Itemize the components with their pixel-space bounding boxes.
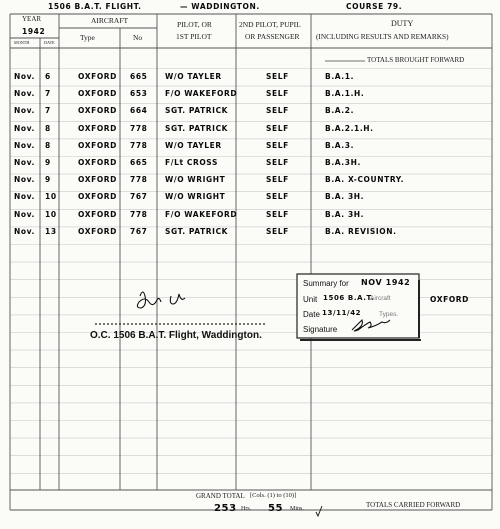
row-duty: B.A. REVISION. (325, 226, 397, 236)
row-month: Nov. (14, 226, 35, 236)
row-aircraft-no: 778 (130, 209, 148, 219)
date-label: Date (303, 310, 320, 319)
duty-subheader: (INCLUDING RESULTS AND REMARKS) (316, 32, 449, 41)
table-row (0, 72, 500, 86)
row-type: OXFORD (78, 192, 117, 202)
row-type: OXFORD (78, 89, 117, 99)
row-date: 8 (45, 123, 51, 133)
table-row (0, 141, 500, 155)
grand-total-cols: [Cols. (1) to (10)] (250, 492, 297, 499)
row-duty: B.A.2. (325, 106, 355, 116)
row-type: OXFORD (78, 123, 117, 133)
row-aircraft-no: 665 (130, 72, 148, 81)
row-duty: B.A.1. (325, 72, 355, 81)
row-type: OXFORD (78, 175, 117, 185)
row-month: Nov. (14, 72, 35, 81)
unit-value: 1506 B.A.T. (323, 294, 375, 302)
row-second-pilot: SELF (266, 140, 289, 150)
location-heading: — WADDINGTON. (180, 2, 260, 11)
row-second-pilot: SELF (266, 123, 289, 133)
row-pilot: F/O WAKEFORD (165, 89, 238, 99)
total-tick (316, 506, 322, 516)
month-header: MONTH (14, 40, 30, 45)
row-pilot: SGT. PATRICK (165, 106, 229, 116)
row-aircraft-no: 778 (130, 140, 148, 150)
row-aircraft-no: 767 (130, 226, 148, 236)
row-aircraft-no: 767 (130, 192, 148, 202)
row-aircraft-no: 665 (130, 158, 148, 167)
row-date: 13 (45, 226, 57, 236)
row-date: 10 (45, 192, 57, 202)
row-date: 10 (45, 209, 57, 219)
row-second-pilot: SELF (266, 226, 289, 236)
row-month: Nov. (14, 209, 35, 219)
row-date: 9 (45, 158, 51, 167)
date-header: DATE (44, 40, 55, 45)
pilot-header: PILOT, OR (177, 20, 212, 29)
aircraft-value: OXFORD (430, 295, 469, 304)
row-pilot: F/Lt CROSS (165, 158, 218, 167)
row-pilot: W/O TAYLER (165, 72, 222, 81)
signature-label: Signature (303, 325, 338, 334)
row-pilot: W/O WRIGHT (165, 175, 226, 185)
totals-carried-forward: TOTALS CARRIED FORWARD (366, 501, 461, 509)
row-date: 7 (45, 106, 51, 116)
aircraft-label: Aircraft (370, 295, 391, 302)
duty-header: DUTY (391, 19, 414, 28)
row-type: OXFORD (78, 106, 117, 116)
year-header: YEAR (22, 15, 42, 23)
row-type: OXFORD (78, 72, 117, 81)
oc-label: O.C. 1506 B.A.T. Flight, Waddington. (90, 330, 262, 341)
course-heading: COURSE 79. (346, 2, 403, 11)
no-header: No (133, 33, 143, 42)
row-month: Nov. (14, 106, 35, 116)
row-pilot: W/O TAYLER (165, 140, 222, 150)
row-aircraft-no: 664 (130, 106, 148, 116)
row-duty: B.A.1.H. (325, 89, 365, 99)
table-row (0, 210, 500, 224)
row-type: OXFORD (78, 140, 117, 150)
row-second-pilot: SELF (266, 72, 289, 81)
summary-label: Summary for (303, 279, 349, 288)
unit-label: Unit (303, 295, 318, 304)
types-label: Types. (379, 311, 399, 318)
row-second-pilot: SELF (266, 209, 289, 219)
row-pilot: SGT. PATRICK (165, 226, 229, 236)
oc-signature (137, 292, 185, 308)
row-date: 9 (45, 175, 51, 185)
hrs-label: Hrs. (241, 506, 252, 512)
row-duty: B.A. 3H. (325, 192, 365, 202)
row-date: 8 (45, 140, 51, 150)
row-pilot: W/O WRIGHT (165, 192, 226, 202)
table-row (0, 192, 500, 206)
table-row (0, 106, 500, 120)
row-month: Nov. (14, 123, 35, 133)
totals-brought-forward: TOTALS BROUGHT FORWARD (367, 56, 465, 64)
row-month: Nov. (14, 192, 35, 202)
row-second-pilot: SELF (266, 106, 289, 116)
date-value: 13/11/42 (322, 309, 362, 317)
table-row (0, 227, 500, 241)
row-duty: B.A. 3H. (325, 209, 365, 219)
row-month: Nov. (14, 175, 35, 185)
row-type: OXFORD (78, 158, 117, 167)
unit-heading: 1506 B.A.T. FLIGHT. (48, 2, 142, 11)
mins-label: Mins. (290, 506, 304, 512)
year-value: 1942 (22, 27, 46, 36)
row-second-pilot: SELF (266, 192, 289, 202)
row-aircraft-no: 653 (130, 89, 148, 99)
row-second-pilot: SELF (266, 89, 289, 99)
summary-value: NOV 1942 (361, 278, 411, 287)
pilot-header-2: 1ST PILOT (176, 32, 212, 41)
table-row (0, 175, 500, 189)
row-type: OXFORD (78, 226, 117, 236)
row-aircraft-no: 778 (130, 123, 148, 133)
row-date: 7 (45, 89, 51, 99)
row-duty: B.A.3. (325, 140, 355, 150)
row-pilot: SGT. PATRICK (165, 123, 229, 133)
row-duty: B.A.2.1.H. (325, 123, 374, 133)
row-month: Nov. (14, 140, 35, 150)
type-header: Type (80, 33, 95, 42)
row-duty: B.A.3H. (325, 158, 361, 167)
row-date: 6 (45, 72, 51, 81)
table-row (0, 124, 500, 138)
row-pilot: F/O WAKEFORD (165, 209, 238, 219)
second-pilot-header-2: OR PASSENGER (245, 32, 300, 41)
row-month: Nov. (14, 89, 35, 99)
row-duty: B.A. X-COUNTRY. (325, 175, 405, 185)
row-month: Nov. (14, 158, 35, 167)
total-mins: 55 (268, 503, 284, 514)
grand-total-label: GRAND TOTAL (196, 492, 245, 500)
row-second-pilot: SELF (266, 175, 289, 185)
aircraft-header: AIRCRAFT (91, 16, 129, 25)
table-row (0, 158, 500, 172)
total-hours: 253 (214, 503, 237, 514)
table-row (0, 89, 500, 103)
row-second-pilot: SELF (266, 158, 289, 167)
second-pilot-header: 2ND PILOT, PUPIL (239, 20, 301, 29)
row-type: OXFORD (78, 209, 117, 219)
row-aircraft-no: 778 (130, 175, 148, 185)
